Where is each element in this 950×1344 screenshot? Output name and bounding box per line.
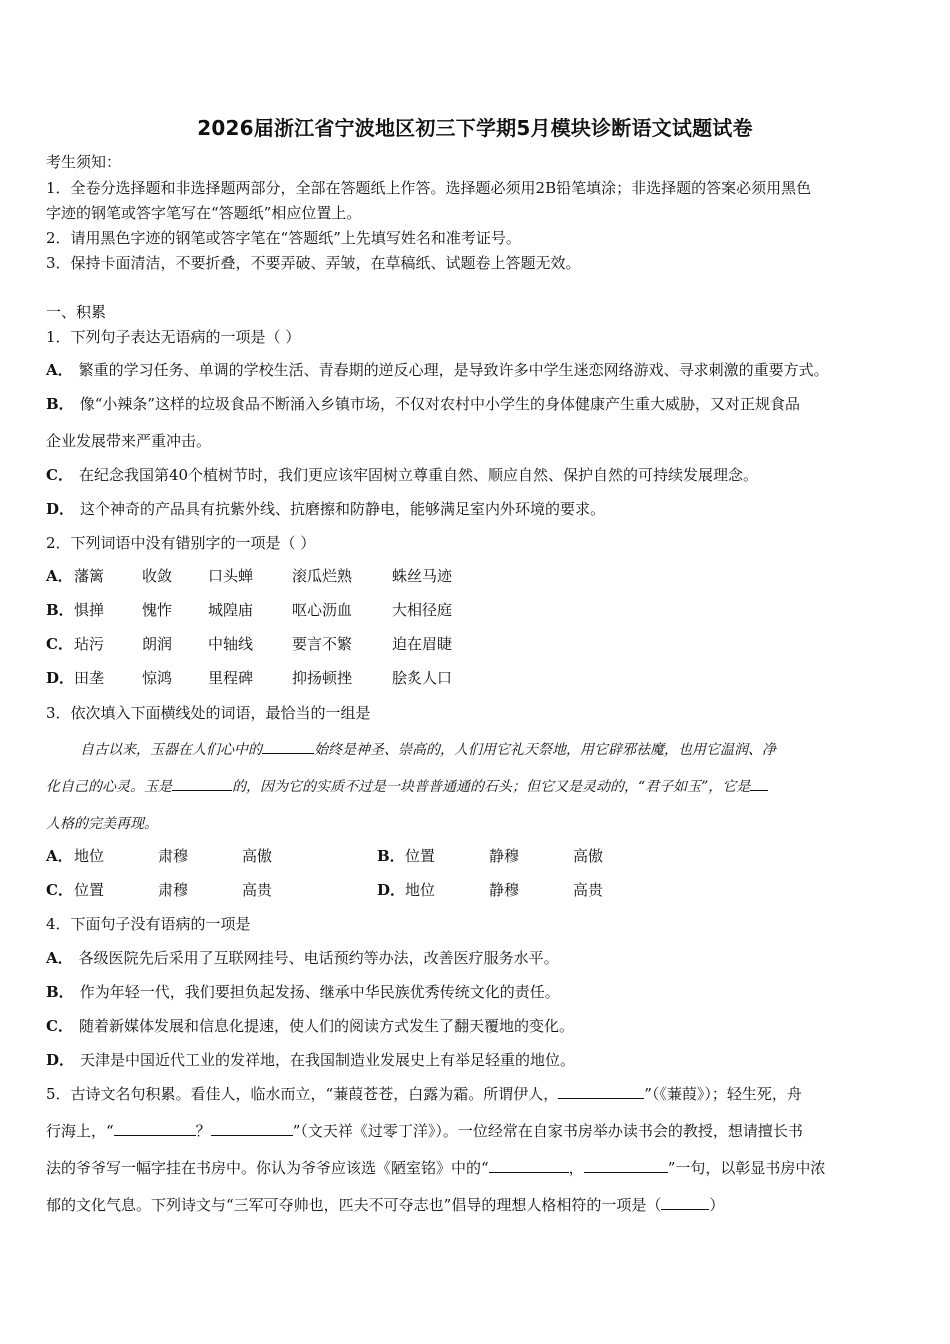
word: 大相径庭 [392, 601, 453, 619]
passage-text: 化自己的心灵。玉是 [46, 779, 172, 795]
q3-passage-line-1 [80, 739, 776, 760]
option-label: C． [46, 881, 73, 899]
q3-passage-line-2 [46, 776, 768, 797]
blank-9 [661, 1195, 709, 1210]
word: 收敛 [142, 567, 173, 585]
q5-line-2 [46, 1121, 803, 1141]
q1-option-c [46, 465, 758, 485]
blank-6 [211, 1121, 293, 1136]
blank-1 [262, 739, 314, 754]
blank-5 [114, 1121, 196, 1136]
option-label: D． [46, 500, 75, 518]
section-heading: 一、积累 [46, 303, 107, 321]
q5-text: 5．古诗文名句积累。看佳人，临水而立，“蒹葭苍苍，白露为霜。所谓伊人， [46, 1085, 559, 1103]
word: 惧掸 [74, 601, 105, 619]
q5-text: 行海上，“ [46, 1122, 114, 1140]
q5-text: ） [709, 1196, 725, 1214]
option-label: C． [46, 466, 73, 484]
notice-heading: 考生须知： [46, 153, 122, 171]
notice-item-1: 1．全卷分选择题和非选择题两部分，全部在答题纸上作答。选择题必须用2B铅笔填涂；非选择题的答案必须用黑色 [46, 179, 812, 197]
notice-item-2: 2．请用黑色字迹的钢笔或答字笔在“答题纸”上先填写姓名和准考证号。 [46, 229, 521, 247]
word: 迫在眉睫 [392, 635, 453, 653]
word: 高贵 [242, 881, 273, 899]
q5-line-3 [46, 1158, 825, 1178]
word: 脍炙人口 [392, 669, 453, 687]
q5-line-1 [46, 1084, 802, 1104]
q4-option-a [46, 948, 559, 968]
q5-line-4 [46, 1195, 724, 1215]
word: 朗润 [142, 635, 173, 653]
word: 地位 [74, 847, 105, 865]
passage-text: 的，因为它的实质不过是一块普普通通的石头；但它又是灵动的，“君子如玉”，它是 [232, 779, 751, 795]
q2-stem: 2．下列词语中没有错别字的一项是（ ） [46, 534, 316, 552]
q4-option-c [46, 1016, 574, 1036]
q1-option-a [46, 360, 829, 380]
q5-text: 郁的文化气息。下列诗文与“三军可夺帅也，匹夫不可夺志也”倡导的理想人格相符的一项是（ [46, 1196, 662, 1214]
option-label: B． [377, 847, 405, 865]
word: 高傲 [573, 847, 604, 865]
word: 惊鸿 [142, 669, 173, 687]
word: 高傲 [242, 847, 273, 865]
word: 肃穆 [158, 847, 189, 865]
word: 城隍庙 [208, 601, 254, 619]
option-text: 繁重的学习任务、单调的学校生活、青春期的逆反心理，是导致许多中学生迷恋网络游戏、寻求刺激的重要方式。 [78, 361, 829, 379]
word: 呕心沥血 [292, 601, 353, 619]
word: 蛛丝马迹 [392, 567, 453, 585]
q1-option-d [46, 499, 605, 519]
notice-item-1-cont: 字迹的钢笔或答字笔写在“答题纸”相应位置上。 [46, 204, 362, 222]
q4-option-d [46, 1050, 575, 1070]
option-label: A． [46, 847, 73, 865]
q5-text: 法的爷爷写一幅字挂在书房中。你认为爷爷应该选《陋室铭》中的“ [46, 1159, 489, 1177]
option-label: A． [46, 949, 73, 967]
option-label: B． [46, 601, 74, 619]
word: 愧怍 [142, 601, 173, 619]
word: 中轴线 [208, 635, 254, 653]
option-text: 随着新媒体发展和信息化提速，使人们的阅读方式发生了翻天覆地的变化。 [78, 1017, 574, 1035]
option-label: C． [46, 1017, 73, 1035]
q5-text: ”（文天祥《过零丁洋》）。一位经常在自家书房举办读书会的教授，想请擅长书 [292, 1122, 803, 1140]
option-text: 像“小辣条”这样的垃圾食品不断涌入乡镇市场，不仅对农村中小学生的身体健康产生重大威胁，又对正规食品 [79, 395, 801, 413]
option-label: A． [46, 567, 73, 585]
page-title: 2026届浙江省宁波地区初三下学期5月模块诊断语文试题试卷 [197, 116, 753, 140]
q4-stem: 4．下面句子没有语病的一项是 [46, 915, 251, 933]
q1-option-b [46, 394, 800, 414]
q1-stem: 1．下列句子表达无语病的一项是（ ） [46, 328, 301, 346]
blank-4 [558, 1084, 644, 1099]
word: 藩篱 [74, 567, 105, 585]
word: 位置 [74, 881, 105, 899]
notice-item-3: 3．保持卡面清洁，不要折叠，不要弄破、弄皱，在草稿纸、试题卷上答题无效。 [46, 254, 581, 272]
word: 位置 [405, 847, 436, 865]
q5-text: ， [568, 1159, 584, 1177]
word: 里程碑 [208, 669, 254, 687]
word: 地位 [405, 881, 436, 899]
word: 要言不繁 [292, 635, 353, 653]
option-label: B． [46, 983, 74, 1001]
blank-3 [750, 776, 768, 791]
option-label: A． [46, 361, 73, 379]
word: 滚瓜烂熟 [292, 567, 353, 585]
option-text: 作为年轻一代，我们要担负起发扬、继承中华民族优秀传统文化的责任。 [79, 983, 560, 1001]
q5-text: ”一句，以彰显书房中浓 [667, 1159, 826, 1177]
word: 口头蝉 [208, 567, 254, 585]
option-label: D． [46, 669, 75, 687]
option-label: C． [46, 635, 73, 653]
word: 高贵 [573, 881, 604, 899]
word: 抑扬顿挫 [292, 669, 353, 687]
word: 田垄 [74, 669, 105, 687]
q3-passage-line-3: 人格的完美再现。 [46, 816, 158, 832]
q4-option-b [46, 982, 560, 1002]
word: 静穆 [489, 847, 520, 865]
word: 静穆 [489, 881, 520, 899]
q3-stem: 3．依次填入下面横线处的词语，最恰当的一组是 [46, 704, 371, 722]
option-text: 这个神奇的产品具有抗紫外线、抗磨擦和防静电，能够满足室内外环境的要求。 [80, 500, 606, 518]
option-text: 各级医院先后采用了互联网挂号、电话预约等办法，改善医疗服务水平。 [78, 949, 559, 967]
passage-text: 始终是神圣、崇高的，人们用它礼天祭地，用它辟邪祛魔，也用它温润、净 [314, 742, 776, 758]
q5-text: ？ [195, 1122, 211, 1140]
q1-option-b-cont: 企业发展带来严重冲击。 [46, 432, 212, 450]
option-label: D． [46, 1051, 75, 1069]
option-text: 在纪念我国第40个植树节时，我们更应该牢固树立尊重自然、顺应自然、保护自然的可持续发展理念。 [78, 466, 759, 484]
blank-2 [172, 776, 232, 791]
word: 玷污 [74, 635, 105, 653]
blank-8 [584, 1158, 668, 1173]
option-text: 天津是中国近代工业的发祥地，在我国制造业发展史上有举足轻重的地位。 [80, 1051, 576, 1069]
q5-text: ”（《蒹葭》）；轻生死，舟 [644, 1085, 802, 1103]
word: 肃穆 [158, 881, 189, 899]
blank-7 [489, 1158, 569, 1173]
passage-text: 自古以来，玉器在人们心中的 [80, 742, 262, 758]
option-label: D． [377, 881, 406, 899]
option-label: B． [46, 395, 74, 413]
